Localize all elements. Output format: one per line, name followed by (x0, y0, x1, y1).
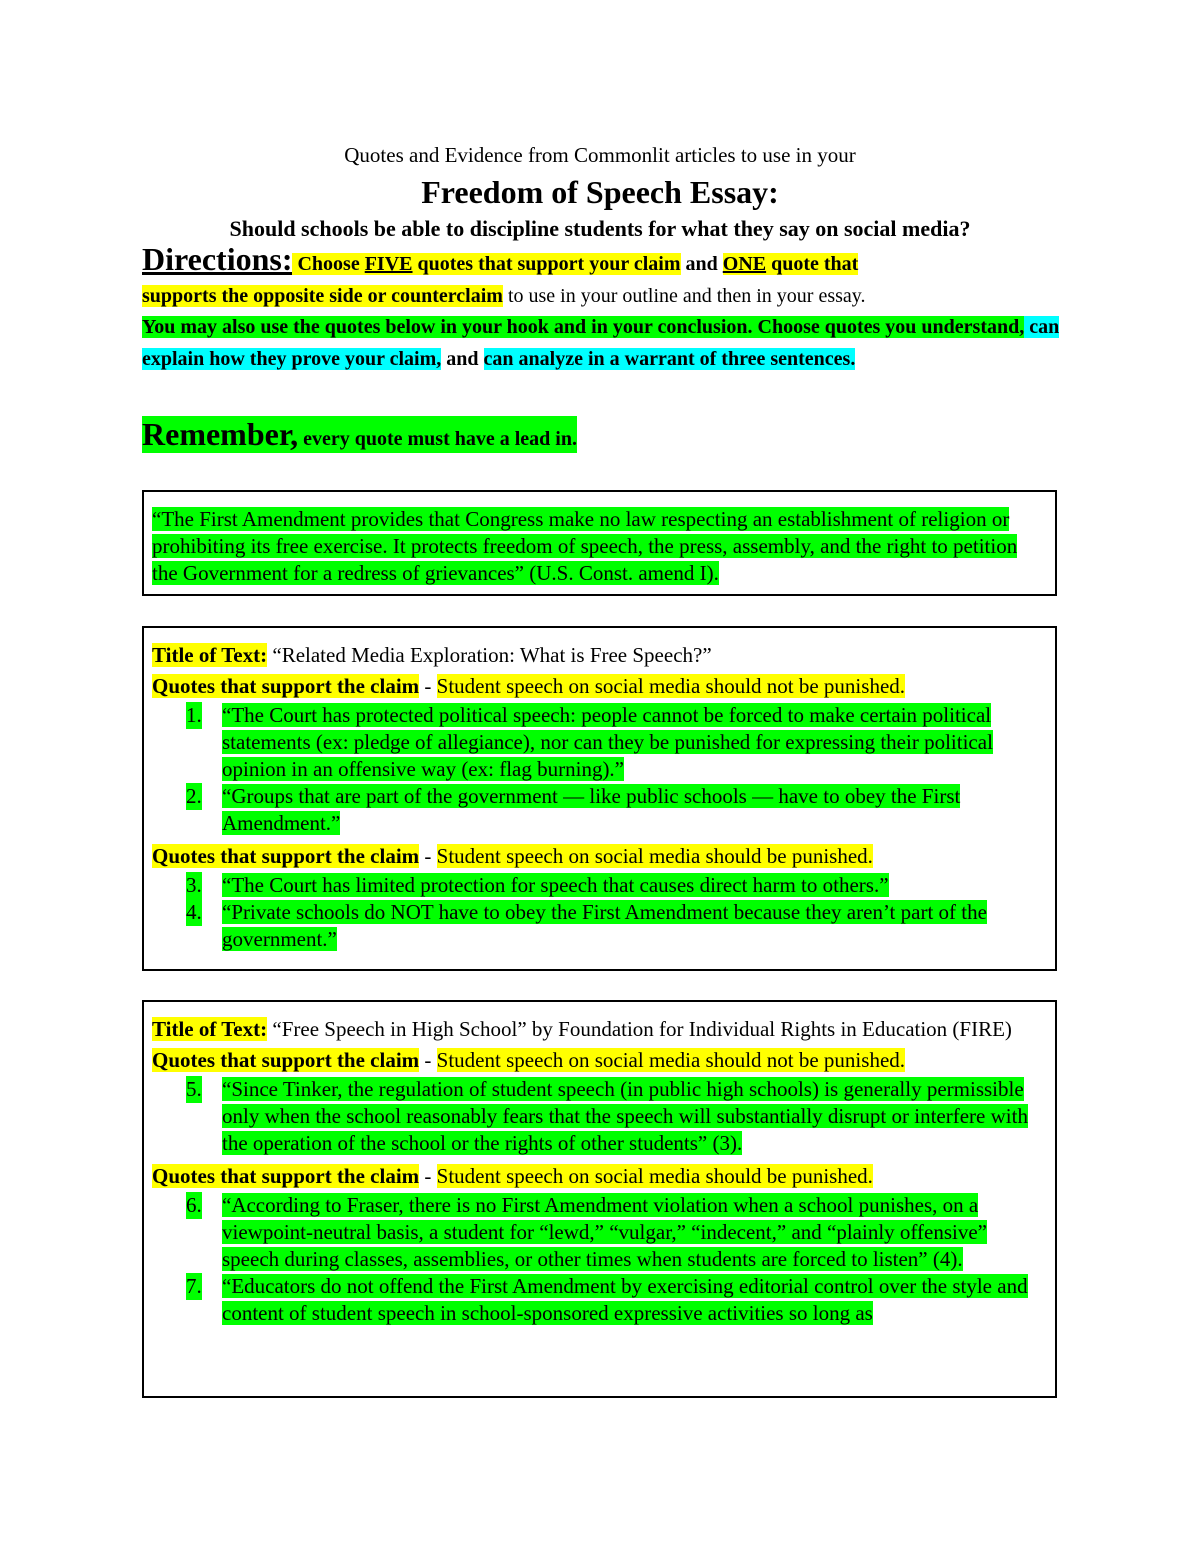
directions-text-6: to use in your outline and then in your essay. (502, 284, 866, 307)
claim-group-label: Quotes that support the claim (152, 674, 420, 698)
list-item: 5. “Since Tinker, the regulation of student speech (in public high schools) is generally permissible only when the school reasonably fears that the speech will substantially disrupt or interfere with the operation of the school or the rights of other students” (3). (186, 1077, 1028, 1155)
directions-counterclaim: supports the opposite side or counterclaim (142, 284, 503, 307)
quote-text: “According to Fraser, there is no First Amendment violation when a school punishes, on a viewpoint-neutral basis, a student for “lewd,” “vulgar,” “indecent,” and “plainly offensive” speech during classes, assemblies, or other times when students are forced to listen” (4). (222, 1193, 987, 1271)
quote-text: “The Court has limited protection for speech that causes direct harm to others.” (222, 873, 889, 897)
claim-dash: - (419, 1048, 437, 1072)
directions-text-10: can analyze in a warrant of three sentences. (483, 347, 856, 370)
list-item: 4. “Private schools do NOT have to obey the First Amendment because they aren’t part of the government.” (186, 900, 987, 951)
quote-text: “Since Tinker, the regulation of student speech (in public high schools) is generally permissible only when the school reasonably fears that the speech will substantially disrupt or interfere with the operation of the school or the rights of other students” (3). (222, 1077, 1028, 1155)
directions-one: ONE (722, 253, 767, 275)
directions-label: Directions: (142, 241, 293, 277)
quote-list (152, 702, 1047, 837)
claim-text: Student speech on social media should not be punished. (436, 1048, 906, 1072)
quote-text: “The Court has protected political speech: people cannot be forced to make certain political statements (ex: pledge of allegiance), nor can they be punished for expressing their political opinion in an offensive way (ex: flag burning).” (222, 703, 993, 781)
claim-group-label: Quotes that support the claim (152, 1164, 420, 1188)
directions-text-4: quote that (766, 253, 859, 275)
list-item: 3. “The Court has limited protection for speech that causes direct harm to others.” (186, 873, 889, 897)
quote-text: “Educators do not offend the First Amendment by exercising editorial control over the style and content of student speech in school-sponsored expressive activities so long as (222, 1274, 1028, 1325)
directions-text-8: can explain how they prove your claim, (142, 316, 1060, 370)
quote-text: “Groups that are part of the government — like public schools — have to obey the First Amendment.” (222, 784, 961, 835)
remember-text: every quote must have a lead in. (298, 428, 577, 450)
directions-text-3: and (680, 253, 723, 275)
amendment-box (142, 490, 1057, 596)
directions-paragraph (142, 241, 1062, 375)
directions-text-2: quotes that support your claim (412, 253, 681, 275)
directions-five: FIVE (364, 253, 413, 275)
claim-text: Student speech on social media should be punished. (436, 1164, 873, 1188)
remember-note (142, 416, 577, 453)
quote-text: “Private schools do NOT have to obey the First Amendment because they aren’t part of the government.” (222, 900, 987, 951)
quote-list (152, 1192, 1047, 1327)
claim-text: Student speech on social media should be punished. (436, 844, 873, 868)
amendment-quote: “The First Amendment provides that Congress make no law respecting an establishment of religion or prohibiting its free exercise. It protects freedom of speech, the press, assembly, and the right to petition the Government for a redress of grievances” (U.S. Const. amend I). (152, 507, 1018, 585)
quote-list (152, 1076, 1047, 1157)
list-item: 1. “The Court has protected political speech: people cannot be forced to make certain political statements (ex: pledge of allegiance), nor can they be punished for expressing their political opinion in an offensive way (ex: flag burning).” (186, 703, 993, 781)
text-section-1 (142, 626, 1057, 971)
list-item: 7. “Educators do not offend the First Amendment by exercising editorial control over the style and content of student speech in school-sponsored expressive activities so long as (186, 1274, 1028, 1325)
directions-text-1: Choose (292, 253, 365, 275)
directions-text-9: and (441, 347, 484, 370)
list-item: 6. “According to Fraser, there is no First Amendment violation when a school punishes, on a viewpoint-neutral basis, a student for “lewd,” “vulgar,” “indecent,” and “plainly offensive” speech during classes, assemblies, or other times when students are forced to listen” (4). (186, 1193, 987, 1271)
claim-dash: - (419, 1164, 437, 1188)
section-title-value: “Related Media Exploration: What is Free Speech?” (267, 643, 712, 667)
doc-subtitle: Quotes and Evidence from Commonlit articles to use in your (344, 143, 856, 167)
section-title-value: “Free Speech in High School” by Foundation for Individual Rights in Education (FIRE) (267, 1017, 1012, 1041)
directions-text-7: You may also use the quotes below in your hook and in your conclusion. Choose quotes you understand, (142, 316, 1025, 338)
quote-list (152, 872, 1047, 953)
section-title-label: Title of Text: (152, 643, 268, 667)
claim-dash: - (419, 844, 437, 868)
text-section-2 (142, 1000, 1057, 1398)
list-item: 2. “Groups that are part of the government — like public schools — have to obey the First Amendment.” (186, 784, 961, 835)
doc-title: Freedom of Speech Essay: (421, 174, 779, 210)
essay-question: Should schools be able to discipline students for what they say on social media? (229, 216, 971, 241)
section-title-label: Title of Text: (152, 1017, 268, 1041)
claim-group-label: Quotes that support the claim (152, 1048, 420, 1072)
remember-label: Remember, (142, 416, 299, 452)
claim-text: Student speech on social media should not be punished. (436, 674, 906, 698)
claim-group-label: Quotes that support the claim (152, 844, 420, 868)
claim-dash: - (419, 674, 437, 698)
